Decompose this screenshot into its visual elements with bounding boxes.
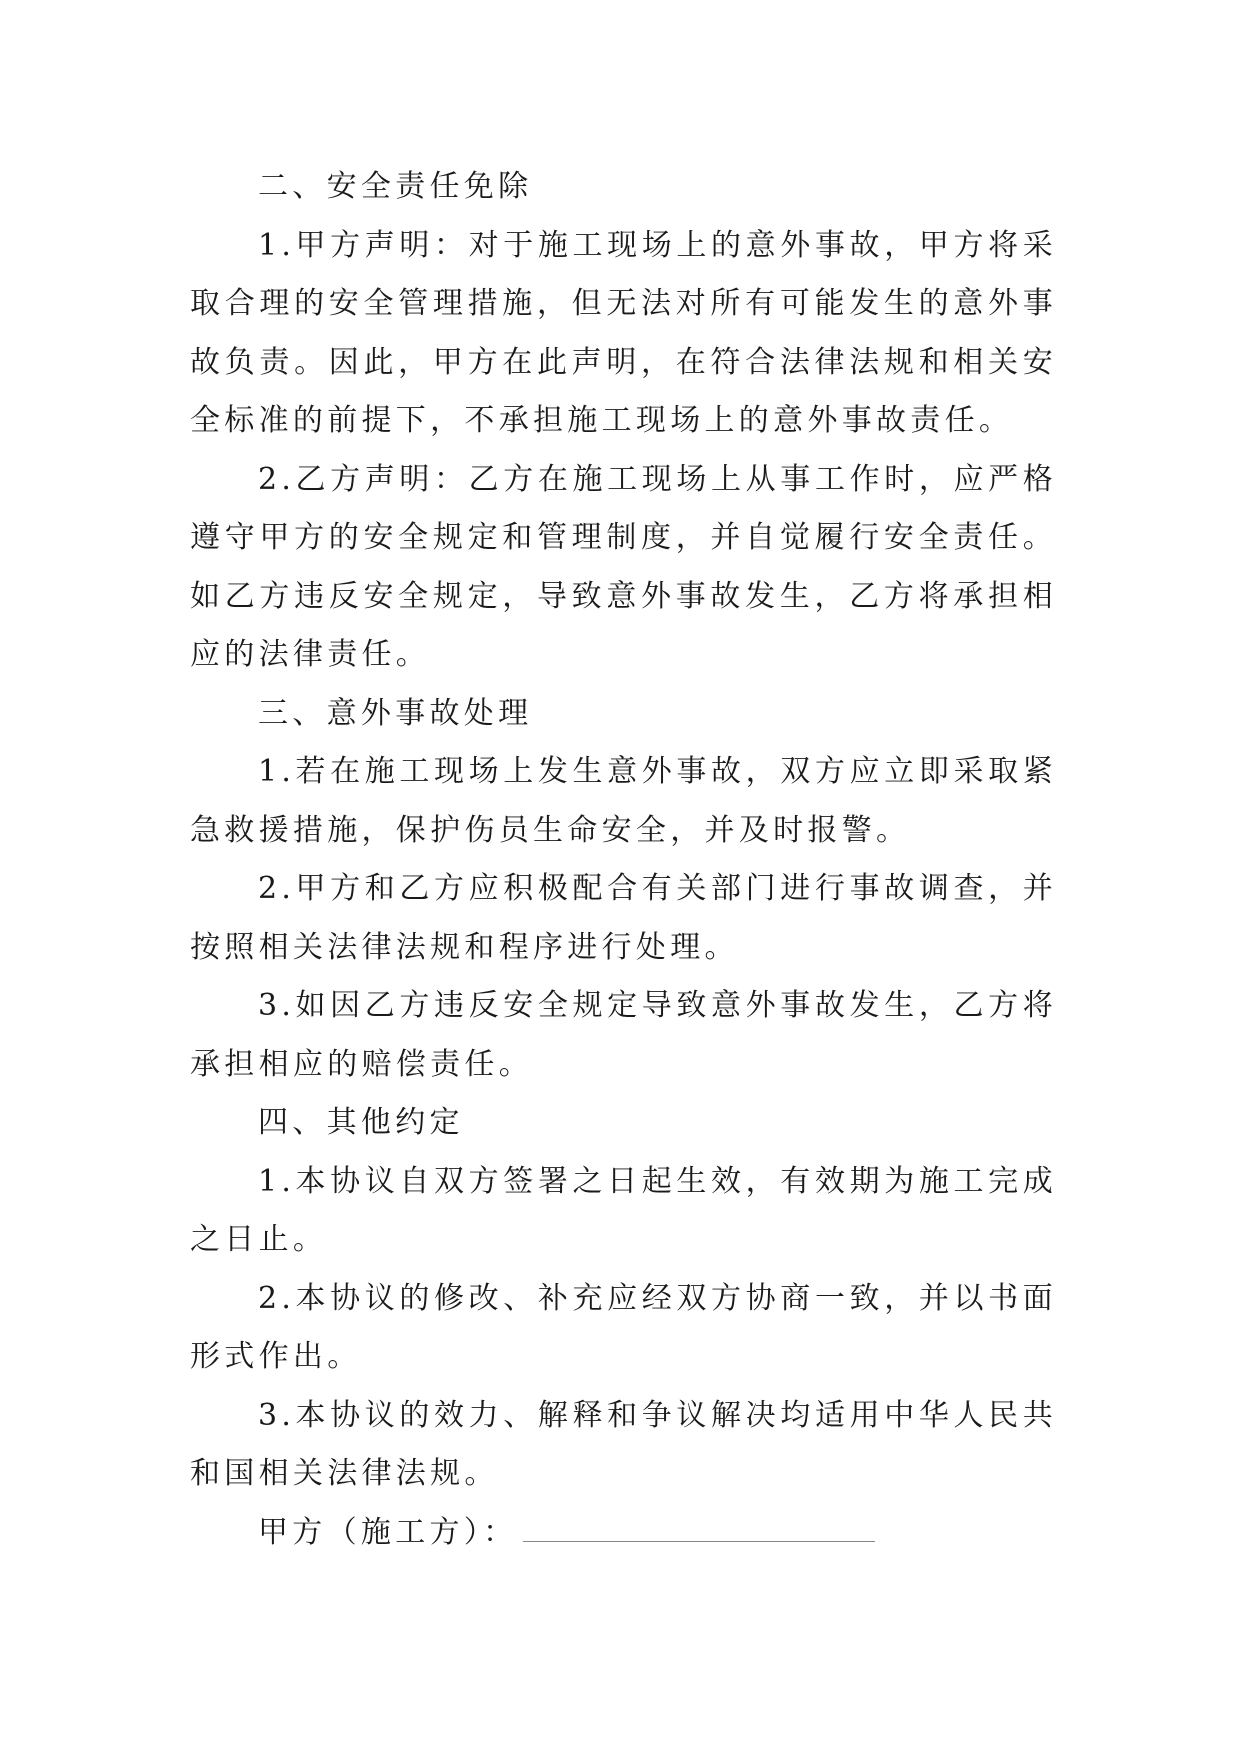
clause-3-1: 1.若在施工现场上发生意外事故，双方应立即采取紧急救援措施，保护伤员生命安全，并及时报警。 [190,754,1057,848]
clause-4-2: 2.本协议的修改、补充应经双方协商一致，并以书面形式作出。 [190,1280,1057,1374]
clause-2-2: 2.乙方声明：乙方在施工现场上从事工作时，应严格遵守甲方的安全规定和管理制度，并自觉履行安全责任。如乙方违反安全规定，导致意外事故发生，乙方将承担相应的法律责任。 [190,461,1057,672]
clause-3-3: 3.如因乙方违反安全规定导致意外事故发生，乙方将承担相应的赔偿责任。 [190,988,1057,1082]
signature-party-a [190,1504,1057,1563]
party-a-signature-line[interactable] [523,1507,875,1542]
party-a-label: 甲方（施工方）： [258,1514,518,1550]
section-heading-4: 四、其他约定 [258,1105,464,1140]
clause-4-1: 1.本协议自双方签署之日起生效，有效期为施工完成之日止。 [190,1163,1057,1257]
clause-4-3: 3.本协议的效力、解释和争议解决均适用中华人民共和国相关法律法规。 [190,1397,1057,1491]
clause-3-2: 2.甲方和乙方应积极配合有关部门进行事故调查，并按照相关法律法规和程序进行处理。 [190,871,1057,965]
section-heading-3: 三、意外事故处理 [258,695,533,731]
document-page [190,158,1057,1562]
clause-2-1: 1.甲方声明：对于施工现场上的意外事故，甲方将采取合理的安全管理措施，但无法对所有可能发生的意外事故负责。因此，甲方在此声明，在符合法律法规和相关安全标准的前提下，不承担施工现场上的意外事故责任。 [190,227,1057,438]
section-heading-2: 二、安全责任免除 [258,169,533,204]
